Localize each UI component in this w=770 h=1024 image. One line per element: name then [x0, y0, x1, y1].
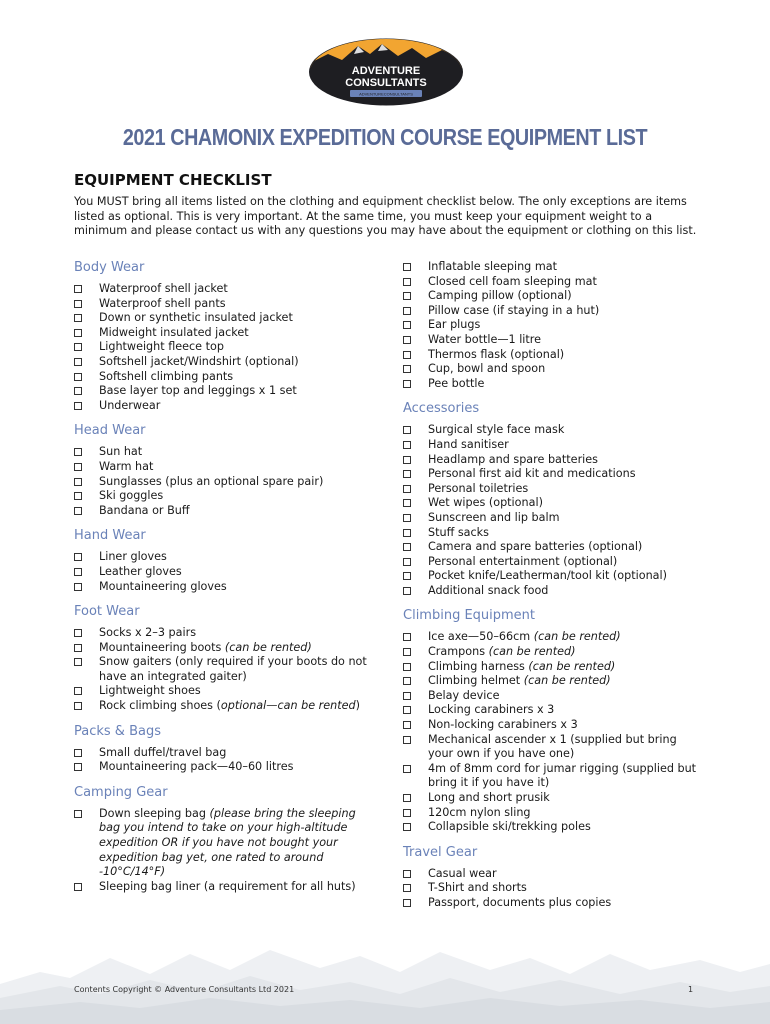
- item-note: optional—can be rented: [220, 699, 356, 713]
- checkbox[interactable]: [403, 543, 411, 551]
- checkbox[interactable]: [74, 358, 82, 366]
- checkbox[interactable]: [403, 441, 411, 449]
- section-heading: Foot Wear: [74, 604, 140, 620]
- checkbox[interactable]: [74, 763, 82, 771]
- checklist-item: [74, 445, 374, 460]
- item-text: Underwear: [99, 398, 161, 412]
- item-text: Sunglasses (plus an optional spare pair): [99, 474, 324, 488]
- checklist-item: [74, 475, 374, 490]
- checklist-item: [403, 645, 703, 660]
- right-column: [403, 260, 703, 921]
- checkbox[interactable]: [403, 336, 411, 344]
- section-hand-wear: [74, 528, 374, 594]
- checkbox[interactable]: [403, 794, 411, 802]
- item-text: Warm hat: [99, 459, 154, 473]
- checkbox[interactable]: [74, 463, 82, 471]
- checkbox[interactable]: [74, 687, 82, 695]
- section-heading: Climbing Equipment: [403, 608, 536, 624]
- item-text: Personal first aid kit and medications: [428, 467, 636, 481]
- checklist-item: [74, 340, 374, 355]
- intro-paragraph: You MUST bring all items listed on the clothing and equipment checklist below. The only exceptions are items listed as optional. This is very important. At the same time, you must keep your equipment weight to a minimum and please contact us with any questions you may have about the equipment or clothing on this list.: [74, 195, 697, 238]
- page-number: 1: [688, 985, 694, 994]
- item-text: Non-locking carabiners x 3: [428, 718, 578, 732]
- item-text: Climbing harness: [428, 659, 529, 673]
- checkbox[interactable]: [403, 514, 411, 522]
- checklist-item: [403, 423, 703, 438]
- section-camping-gear: [74, 785, 374, 895]
- checkbox[interactable]: [403, 899, 411, 907]
- item-text: Camera and spare batteries (optional): [428, 540, 643, 554]
- checkbox[interactable]: [403, 663, 411, 671]
- item-text: Wet wipes (optional): [428, 496, 543, 510]
- item-text: Ski goggles: [99, 489, 164, 503]
- checkbox[interactable]: [403, 485, 411, 493]
- checkbox[interactable]: [74, 478, 82, 486]
- checklist-heading: EQUIPMENT CHECKLIST: [74, 171, 272, 189]
- item-text: 4m of 8mm cord for jumar rigging (supplied but bring it if you have it): [428, 761, 697, 790]
- checkbox[interactable]: [403, 706, 411, 714]
- checklist-item: [74, 550, 374, 565]
- checklist-item: [403, 453, 703, 468]
- logo-line2: CONSULTANTS: [345, 77, 427, 89]
- item-text: Inflatable sleeping mat: [428, 260, 557, 273]
- item-text: Casual wear: [428, 866, 497, 880]
- checkbox[interactable]: [74, 492, 82, 500]
- item-text: Mountaineering pack—40–60 litres: [99, 760, 294, 774]
- checkbox[interactable]: [74, 583, 82, 591]
- checklist-item: [403, 540, 703, 555]
- footer-copyright: Contents Copyright © Adventure Consultants Ltd 2021: [74, 985, 295, 994]
- checklist-item: [403, 569, 703, 584]
- checklist-item: [403, 526, 703, 541]
- checkbox[interactable]: [74, 810, 82, 818]
- item-text: Down sleeping bag: [99, 806, 210, 820]
- checklist-item: [403, 820, 703, 835]
- item-text: Stuff sacks: [428, 525, 489, 539]
- checklist-item: [74, 641, 374, 656]
- item-note: (can be rented): [224, 640, 312, 654]
- checklist-item: [74, 399, 374, 414]
- item-text: Rock climbing shoes (: [99, 699, 221, 713]
- checkbox[interactable]: [403, 692, 411, 700]
- checklist-item: [403, 733, 703, 762]
- checklist-item: [74, 565, 374, 580]
- checkbox[interactable]: [74, 883, 82, 891]
- mountain-background: [0, 914, 770, 1024]
- item-text: Pocket knife/Leatherman/tool kit (optional): [428, 569, 668, 583]
- item-text: Bandana or Buff: [99, 503, 190, 517]
- section-heading: Travel Gear: [403, 844, 478, 860]
- item-text: Small duffel/travel bag: [99, 745, 227, 759]
- item-text: Base layer top and leggings x 1 set: [99, 384, 297, 398]
- checklist: [74, 445, 374, 518]
- section-accessories: [403, 401, 703, 598]
- item-text: Headlamp and spare batteries: [428, 452, 598, 466]
- section-heading: Head Wear: [74, 423, 146, 439]
- item-text: Ice axe—50–66cm: [428, 630, 534, 644]
- checklist-item: [403, 362, 703, 377]
- checkbox[interactable]: [403, 572, 411, 580]
- checkbox[interactable]: [74, 373, 82, 381]
- item-text: Softshell climbing pants: [99, 369, 234, 383]
- item-text: Climbing helmet: [428, 674, 524, 688]
- item-note: (can be rented): [528, 659, 616, 673]
- item-text: Water bottle—1 litre: [428, 332, 542, 346]
- item-text: Surgical style face mask: [428, 423, 565, 437]
- left-column: [74, 260, 374, 904]
- checkbox[interactable]: [74, 568, 82, 576]
- checkbox[interactable]: [403, 351, 411, 359]
- section-foot-wear: [74, 604, 374, 714]
- item-text: Sleeping bag liner (a requirement for all huts): [99, 879, 356, 893]
- checkbox[interactable]: [74, 314, 82, 322]
- item-text: Cup, bowl and spoon: [428, 362, 546, 376]
- checklist-item: [74, 699, 374, 714]
- item-text: Liner gloves: [99, 550, 167, 564]
- item-text: Waterproof shell pants: [99, 296, 226, 310]
- item-text: Leather gloves: [99, 564, 182, 578]
- checklist-item: [74, 655, 374, 684]
- checklist-item: [403, 896, 703, 911]
- item-note: (can be rented): [488, 645, 576, 659]
- checklist-item: [403, 791, 703, 806]
- section-travel-gear: [403, 845, 703, 911]
- checkbox[interactable]: [403, 292, 411, 300]
- item-text: Personal entertainment (optional): [428, 554, 618, 568]
- section-heading: Accessories: [403, 401, 480, 417]
- checklist-item: [74, 355, 374, 370]
- checkbox[interactable]: [74, 702, 82, 710]
- checkbox[interactable]: [403, 307, 411, 315]
- item-text: Thermos flask (optional): [428, 347, 565, 361]
- checkbox[interactable]: [74, 329, 82, 337]
- item-text: Sun hat: [99, 445, 143, 459]
- checklist-item: [403, 260, 703, 275]
- item-text: Waterproof shell jacket: [99, 282, 228, 295]
- checkbox[interactable]: [403, 677, 411, 685]
- checkbox[interactable]: [74, 553, 82, 561]
- checklist-item: [403, 348, 703, 363]
- checklist-item: [74, 880, 374, 895]
- section-body-wear: [74, 260, 374, 413]
- item-text: Pee bottle: [428, 376, 485, 390]
- logo-line1: ADVENTURE: [351, 65, 421, 77]
- checkbox[interactable]: [403, 648, 411, 656]
- checklist-item: [74, 370, 374, 385]
- checklist-item: [403, 630, 703, 645]
- checkbox[interactable]: [74, 402, 82, 410]
- item-text: Hand sanitiser: [428, 437, 509, 451]
- checklist: [403, 423, 703, 598]
- checkbox[interactable]: [403, 263, 411, 271]
- item-text: Locking carabiners x 3: [428, 703, 555, 717]
- item-text: Belay device: [428, 688, 500, 702]
- checklist-item: [74, 384, 374, 399]
- checkbox[interactable]: [403, 633, 411, 641]
- item-text: Sunscreen and lip balm: [428, 510, 560, 524]
- checklist-item: [403, 318, 703, 333]
- checkbox[interactable]: [74, 300, 82, 308]
- item-text: Snow gaiters (only required if your boots do not have an integrated gaiter): [99, 655, 367, 683]
- checklist: [403, 260, 703, 391]
- section-heading: Camping Gear: [74, 784, 168, 800]
- item-text: Mechanical ascender x 1 (supplied but bring your own if you have one): [428, 732, 677, 761]
- checklist-item: [403, 275, 703, 290]
- checkbox[interactable]: [403, 587, 411, 595]
- checklist-item: [74, 326, 374, 341]
- checkbox[interactable]: [403, 529, 411, 537]
- checkbox[interactable]: [403, 426, 411, 434]
- checkbox[interactable]: [403, 736, 411, 744]
- checklist-item: [403, 584, 703, 599]
- checklist-item: [403, 703, 703, 718]
- checklist-item: [403, 333, 703, 348]
- item-text: Closed cell foam sleeping mat: [428, 274, 597, 288]
- item-text: Mountaineering boots: [99, 640, 225, 654]
- checklist-item: [403, 881, 703, 896]
- checklist-item: [403, 467, 703, 482]
- checkbox[interactable]: [403, 870, 411, 878]
- checkbox[interactable]: [74, 507, 82, 515]
- item-text: Crampons: [428, 645, 489, 659]
- checklist-item: [403, 438, 703, 453]
- section-heading: Hand Wear: [74, 528, 146, 544]
- section-packs-bags: [74, 724, 374, 775]
- item-text: Collapsible ski/trekking poles: [428, 820, 591, 834]
- section-climbing-equipment: [403, 608, 703, 834]
- checklist: [74, 282, 374, 413]
- item-text: Mountaineering gloves: [99, 579, 227, 593]
- checklist-item: [403, 689, 703, 704]
- checkbox[interactable]: [74, 343, 82, 351]
- item-text-after: ): [355, 699, 360, 713]
- checkbox[interactable]: [74, 644, 82, 652]
- checklist-item: [403, 289, 703, 304]
- item-text: Camping pillow (optional): [428, 289, 572, 303]
- checklist-item: [403, 377, 703, 392]
- item-text: Lightweight fleece top: [99, 340, 224, 354]
- checklist-item: [74, 807, 374, 880]
- item-text: T-Shirt and shorts: [428, 881, 527, 895]
- checkbox[interactable]: [403, 721, 411, 729]
- checklist-item: [403, 511, 703, 526]
- section-heading: Packs & Bags: [74, 723, 161, 739]
- checklist: [403, 867, 703, 911]
- checklist-item: [403, 304, 703, 319]
- checklist-item: [74, 684, 374, 699]
- checkbox[interactable]: [403, 499, 411, 507]
- checklist: [74, 746, 374, 775]
- checklist-item: [74, 746, 374, 761]
- section-continued: [403, 260, 703, 391]
- adventure-consultants-logo: [308, 38, 464, 106]
- checkbox[interactable]: [74, 448, 82, 456]
- checklist-item: [403, 482, 703, 497]
- item-text: Down or synthetic insulated jacket: [99, 311, 293, 325]
- checkbox[interactable]: [403, 809, 411, 817]
- item-text: Softshell jacket/Windshirt (optional): [99, 354, 299, 368]
- checkbox[interactable]: [403, 456, 411, 464]
- checklist-item: [74, 297, 374, 312]
- checkbox[interactable]: [403, 470, 411, 478]
- item-text: Additional snack food: [428, 583, 549, 597]
- checkbox[interactable]: [403, 278, 411, 286]
- checklist: [74, 626, 374, 714]
- item-text: Pillow case (if staying in a hut): [428, 303, 600, 317]
- checklist-item: [74, 489, 374, 504]
- item-text: Ear plugs: [428, 318, 481, 332]
- checklist: [74, 550, 374, 594]
- checklist-item: [403, 718, 703, 733]
- item-text: Midweight insulated jacket: [99, 325, 249, 339]
- checkbox[interactable]: [403, 321, 411, 329]
- checklist: [403, 630, 703, 834]
- logo-tagline: ADVENTURECONSULTANTS: [359, 91, 413, 97]
- item-text: Socks x 2–3 pairs: [99, 626, 197, 640]
- item-text: 120cm nylon sling: [428, 805, 531, 819]
- checklist-item: [403, 806, 703, 821]
- item-text: Lightweight shoes: [99, 684, 201, 698]
- checklist-item: [403, 496, 703, 511]
- checklist-item: [403, 674, 703, 689]
- checklist-item: [74, 460, 374, 475]
- item-text: Long and short prusik: [428, 791, 550, 804]
- section-head-wear: [74, 423, 374, 518]
- item-note: (can be rented): [533, 630, 621, 644]
- checklist-item: [403, 660, 703, 675]
- checkbox[interactable]: [403, 558, 411, 566]
- checklist: [74, 807, 374, 895]
- checkbox[interactable]: [403, 365, 411, 373]
- checklist-item: [74, 311, 374, 326]
- checklist-item: [74, 504, 374, 519]
- item-note: (can be rented): [523, 674, 611, 688]
- checklist-item: [74, 760, 374, 775]
- item-text: Personal toiletries: [428, 481, 529, 495]
- checklist-item: [403, 867, 703, 882]
- checklist-item: [74, 626, 374, 641]
- checklist-item: [403, 762, 703, 791]
- page-title: 2021 CHAMONIX EXPEDITION COURSE EQUIPMENT LIST: [122, 124, 648, 150]
- checkbox[interactable]: [74, 629, 82, 637]
- checkbox[interactable]: [403, 380, 411, 388]
- checkbox[interactable]: [74, 749, 82, 757]
- item-text: Passport, documents plus copies: [428, 895, 612, 909]
- checklist-item: [74, 282, 374, 297]
- checkbox[interactable]: [74, 658, 82, 666]
- checklist-item: [74, 580, 374, 595]
- checkbox[interactable]: [403, 765, 411, 773]
- checkbox[interactable]: [403, 823, 411, 831]
- section-heading: Body Wear: [74, 260, 145, 275]
- checkbox[interactable]: [74, 285, 82, 293]
- checklist-item: [403, 555, 703, 570]
- item-note: (please bring the sleeping bag you intend to take on your high-altitude expedition OR if you have not bought your expedition bag yet, one rated to around -10°C/14°F): [99, 806, 356, 879]
- checkbox[interactable]: [74, 387, 82, 395]
- checkbox[interactable]: [403, 884, 411, 892]
